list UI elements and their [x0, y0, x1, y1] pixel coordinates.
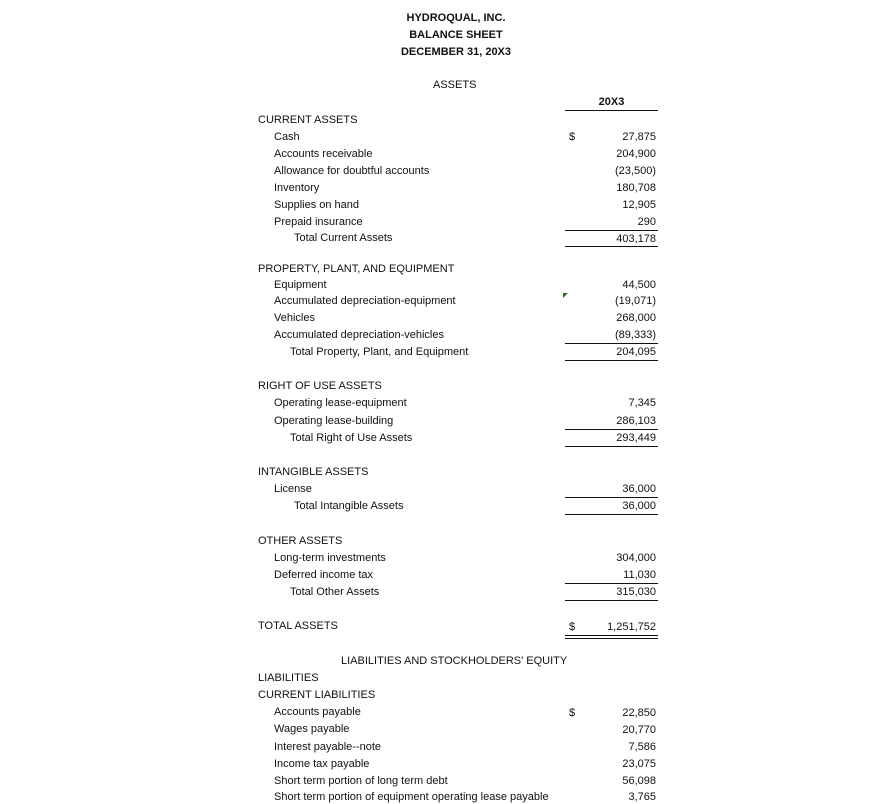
statement-date: DECEMBER 31, 20X3: [400, 46, 512, 58]
total-label: Total Property, Plant, and Equipment: [290, 346, 469, 358]
line-item-value: 23,075: [622, 758, 656, 770]
current-assets-title: CURRENT ASSETS: [258, 114, 358, 126]
line-item-value: 20,770: [622, 724, 656, 736]
line-item-label: Operating lease-building: [274, 415, 394, 427]
line-item-label: Long-term investments: [274, 552, 386, 564]
liabilities-equity-heading: LIABILITIES AND STOCKHOLDERS' EQUITY: [341, 655, 568, 667]
line-item-value: (19,071): [615, 295, 656, 307]
company-name: HYDROQUAL, INC.: [406, 12, 506, 24]
line-item-value: 22,850: [622, 707, 656, 719]
line-item-label: Short term portion of long term debt: [274, 775, 448, 787]
subtotal-rule: [565, 497, 658, 498]
line-item-label: Operating lease-equipment: [274, 397, 407, 409]
line-item-label: Cash: [274, 131, 300, 143]
line-item-label: Supplies on hand: [274, 199, 360, 211]
line-item-label: Inventory: [274, 182, 320, 194]
total-value: 293,449: [616, 432, 656, 444]
line-item-value: 27,875: [622, 131, 656, 143]
line-item-value: 56,098: [622, 775, 656, 787]
total-assets-label: TOTAL ASSETS: [258, 620, 338, 632]
current-liabilities-title: CURRENT LIABILITIES: [258, 689, 376, 701]
liabilities-title: LIABILITIES: [258, 672, 319, 684]
total-rule: [565, 246, 658, 247]
line-item-label: Equipment: [274, 279, 327, 291]
line-item-value: 204,900: [616, 148, 656, 160]
line-item-value: 11,030: [623, 569, 656, 581]
line-item-label: Allowance for doubtful accounts: [274, 165, 430, 177]
total-rule: [565, 600, 658, 601]
assets-heading: ASSETS: [433, 79, 477, 91]
currency-symbol: $: [569, 621, 576, 633]
line-item-label: Prepaid insurance: [274, 216, 363, 228]
line-item-value: 286,103: [616, 415, 656, 427]
line-item-label: Deferred income tax: [274, 569, 374, 581]
rou-title: RIGHT OF USE ASSETS: [258, 380, 382, 392]
total-value: 204,095: [616, 346, 656, 358]
total-assets-value: 1,251,752: [607, 621, 656, 633]
line-item-label: Short term portion of equipment operating lease payable: [274, 791, 549, 803]
line-item-value: 304,000: [616, 552, 656, 564]
total-label: Total Intangible Assets: [294, 500, 404, 512]
line-item-label: Vehicles: [274, 312, 315, 324]
column-year-header: 20X3: [598, 96, 625, 108]
column-header-rule: [565, 110, 658, 111]
line-item-value: (23,500): [615, 165, 656, 177]
total-label: Total Right of Use Assets: [290, 432, 413, 444]
total-value: 36,000: [622, 500, 656, 512]
statement-title: BALANCE SHEET: [409, 29, 503, 41]
subtotal-rule: [565, 583, 658, 584]
intangible-title: INTANGIBLE ASSETS: [258, 466, 369, 478]
currency-symbol: $: [569, 131, 576, 143]
line-item-label: Accumulated depreciation-equipment: [274, 295, 456, 307]
line-item-value: 3,765: [628, 791, 656, 803]
grand-total-double-rule: [565, 635, 658, 639]
currency-symbol: $: [569, 707, 576, 719]
line-item-value: 7,586: [628, 741, 656, 753]
total-rule: [565, 446, 658, 447]
line-item-label: Income tax payable: [274, 758, 370, 770]
subtotal-rule: [565, 343, 658, 344]
line-item-value: 12,905: [622, 199, 656, 211]
subtotal-rule: [565, 230, 658, 231]
line-item-value: 180,708: [616, 182, 656, 194]
line-item-value: 7,345: [628, 397, 656, 409]
line-item-label: Accounts payable: [274, 706, 361, 718]
line-item-label: License: [274, 483, 312, 495]
line-item-label: Accounts receivable: [274, 148, 373, 160]
line-item-label: Wages payable: [274, 723, 350, 735]
total-value: 403,178: [616, 233, 656, 245]
other-assets-title: OTHER ASSETS: [258, 535, 343, 547]
line-item-value: 268,000: [616, 312, 656, 324]
total-value: 315,030: [616, 586, 656, 598]
total-label: Total Current Assets: [294, 232, 393, 244]
total-rule: [565, 514, 658, 515]
total-label: Total Other Assets: [290, 586, 380, 598]
total-rule: [565, 360, 658, 361]
comment-marker-icon: [563, 293, 568, 298]
subtotal-rule: [565, 429, 658, 430]
line-item-value: 36,000: [622, 483, 656, 495]
line-item-value: (89,333): [615, 329, 656, 341]
line-item-value: 290: [637, 216, 656, 228]
ppe-title: PROPERTY, PLANT, AND EQUIPMENT: [258, 263, 455, 275]
line-item-label: Accumulated depreciation-vehicles: [274, 329, 444, 341]
line-item-value: 44,500: [622, 279, 656, 291]
line-item-label: Interest payable--note: [274, 741, 382, 753]
